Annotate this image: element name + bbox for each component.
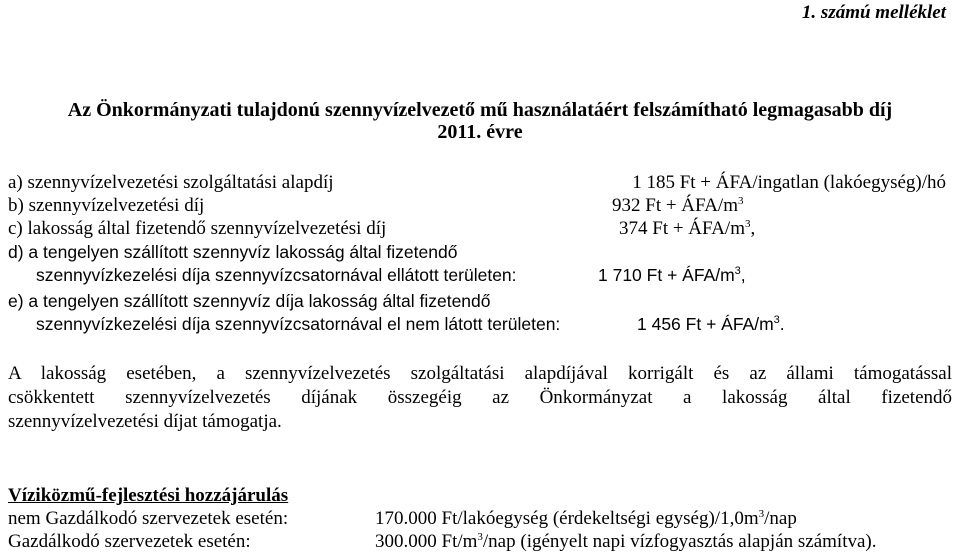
- fee-c-value: 374 Ft + ÁFA/$m^3$,: [619, 218, 756, 239]
- fee-e-label-line2: szennyvízkezelési díja szennyvízcsatornával el nem látott területen:: [36, 314, 561, 334]
- fee-e-label-line1: e) a tengelyen szállított szennyvíz díja lakosság által fizetendő: [8, 291, 491, 311]
- annex-label: 1. számú melléklet: [801, 2, 946, 23]
- fee-d-label-line2: szennyvízkezelési díja szennyvízcsatornával ellátott területen:: [36, 265, 517, 285]
- fee-a-value: 1 185 Ft + ÁFA/ingatlan (lakóegység)/hó: [632, 172, 946, 193]
- fee-d-label-line1: d) a tengelyen szállított szennyvíz lakosság által fizetendő: [8, 242, 458, 262]
- contribution-row-value: 170.000 Ft/lakóegység (érdekeltségi $egység)/1,0m^3$/nap: [375, 508, 797, 529]
- contribution-row-value: 300.000 $Ft/m^3$/nap (igényelt napi vízfogyasztás alapján számítva).: [375, 531, 877, 552]
- fee-b-label: b) szennyvízelvezetési díj: [8, 195, 205, 216]
- contribution-row-label: Gazdálkodó szervezetek esetén:: [8, 531, 251, 552]
- page-title-line2: 2011. évre: [437, 121, 523, 143]
- fee-c-label: c) lakosság által fizetendő szennyvízelvezetési díj: [8, 218, 387, 239]
- fee-d-value: 1 710 Ft + ÁFA/$m^3$,: [598, 265, 746, 285]
- contribution-heading: Víziközmű-fejlesztési hozzájárulás: [8, 485, 289, 506]
- support-paragraph-line3: szennyvízelvezetési díjat támogatja.: [8, 411, 282, 432]
- contribution-row-label: nem Gazdálkodó szervezetek esetén:: [8, 508, 289, 529]
- support-paragraph-line2: csökkentett szennyvízelvezetés díjának összegéig az Önkormányzat a lakosság által fizetendő: [8, 387, 952, 408]
- page-title-line1: Az Önkormányzati tulajdonú szennyvízelvezető mű használatáért felszámítható legmagasabb díj: [67, 99, 893, 121]
- fee-b-value: 932 Ft + ÁFA/$m^3$: [612, 195, 744, 216]
- support-paragraph-line1: A lakosság esetében, a szennyvízelvezetés szolgáltatási alapdíjával korrigált és az állami támogatással: [8, 363, 952, 384]
- fee-a-label: a) szennyvízelvezetési szolgáltatási alapdíj: [8, 172, 334, 193]
- fee-e-value: 1 456 Ft + ÁFA/$m^3$.: [637, 314, 785, 334]
